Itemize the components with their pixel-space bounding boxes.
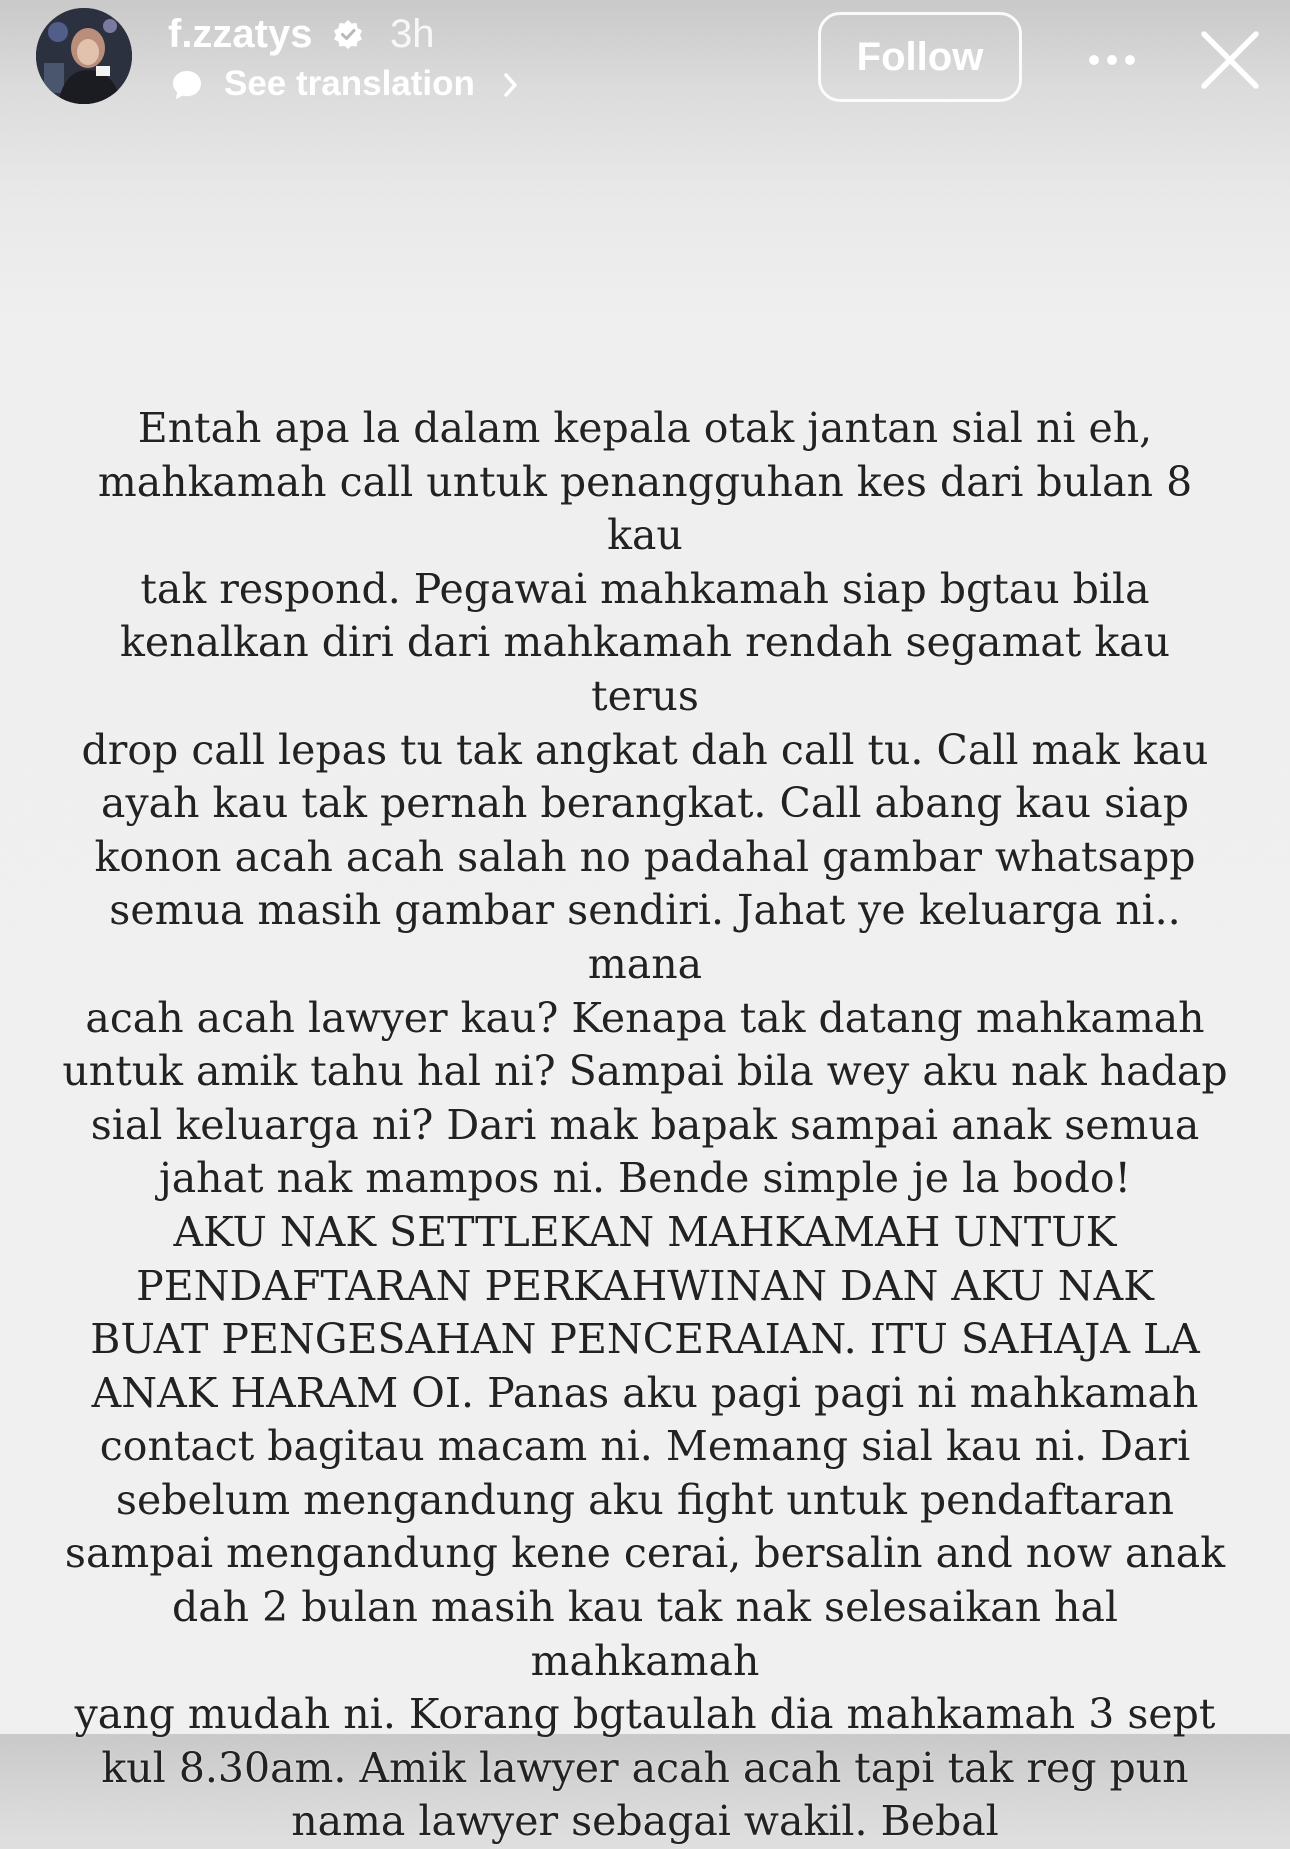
story-header: [0, 0, 1290, 130]
follow-button[interactable]: Follow: [818, 12, 1022, 102]
see-translation-link[interactable]: See translation: [224, 64, 475, 103]
username[interactable]: f.zzatys: [168, 12, 313, 56]
avatar-image: [36, 8, 132, 104]
story-text: Entah apa la dalam kepala otak jantan sial ni eh, mahkamah call untuk penangguhan kes dari bulan 8 kau tak respond. Pegawai mahkamah siap bgtau bila kenalkan diri dari mahkamah rendah segamat kau terus drop call lepas tu tak angkat dah call tu. Call mak kau ayah kau tak pernah berangkat. Call abang kau siap konon acah acah salah no padahal gambar whatsapp semua masih gambar sendiri. Jahat ye keluarga ni.. mana acah acah lawyer kau? Kenapa tak datang mahkamah untuk amik tahu hal ni? Sampai bila wey aku nak hadap sial keluarga ni? Dari mak bapak sampai anak semua jahat nak mampos ni. Bende simple je la bodo! AKU NAK SETTLEKAN MAHKAMAH UNTUK PENDAFTARAN PERKAHWINAN DAN AKU NAK BUAT PENGESAHAN PENCERAIAN. ITU SAHAJA LA ANAK HARAM OI. Panas aku pagi pagi ni mahkamah contact bagitau macam ni. Memang sial kau ni. Dari sebelum mengandung aku fight untuk pendaftaran sampai mengandung kene cerai, bersalin and now anak dah 2 bulan masih kau tak nak selesaikan hal mahkamah yang mudah ni. Korang bgtaulah dia mahkamah 3 sept kul 8.30am. Amik lawyer acah acah tapi tak reg pun nama lawyer sebagai wakil. Bebal: [62, 404, 1228, 1846]
post-time: 3h: [390, 12, 435, 56]
chevron-right-icon: [501, 71, 521, 99]
profile-avatar[interactable]: [36, 8, 132, 104]
more-options-icon[interactable]: [1082, 40, 1142, 80]
speech-bubble-icon: [170, 68, 204, 102]
close-icon[interactable]: [1198, 28, 1262, 92]
verified-badge-icon: [333, 19, 363, 49]
